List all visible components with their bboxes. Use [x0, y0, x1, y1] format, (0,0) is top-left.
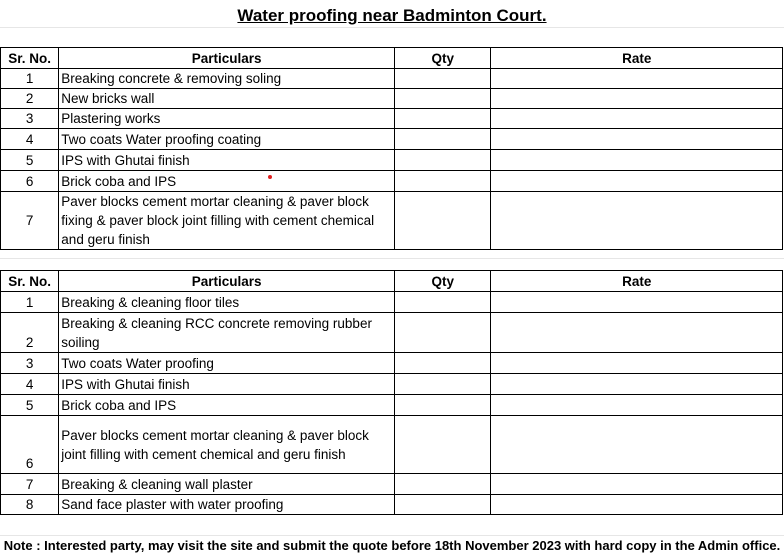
- rate-cell[interactable]: [491, 395, 783, 416]
- table-row: [1, 129, 783, 150]
- red-dot-marker: [268, 175, 272, 179]
- sr-no-cell: 7: [1, 474, 59, 495]
- rate-cell[interactable]: [491, 495, 783, 515]
- qty-cell[interactable]: [395, 192, 491, 250]
- qty-cell[interactable]: [395, 171, 491, 192]
- qty-cell[interactable]: [395, 109, 491, 129]
- qty-cell[interactable]: [395, 292, 491, 313]
- grid-line: [0, 258, 784, 259]
- table-row: [1, 171, 783, 192]
- sr-no-cell: 5: [1, 395, 59, 416]
- particulars-cell: IPS with Ghutai finish: [59, 150, 395, 171]
- qty-cell[interactable]: [395, 395, 491, 416]
- qty-cell[interactable]: [395, 150, 491, 171]
- qty-cell[interactable]: [395, 69, 491, 89]
- rate-cell[interactable]: [491, 129, 783, 150]
- rate-cell[interactable]: [491, 416, 783, 474]
- sr-no-cell: 8: [1, 495, 59, 515]
- particulars-cell: Two coats Water proofing coating: [59, 129, 395, 150]
- table-header-row: [1, 271, 783, 292]
- qty-cell[interactable]: [395, 374, 491, 395]
- qty-cell[interactable]: [395, 474, 491, 495]
- table-row: [1, 474, 783, 495]
- sr-no-cell: 4: [1, 129, 59, 150]
- table-row: [1, 353, 783, 374]
- sr-no-cell: 2: [1, 89, 59, 109]
- table-row: [1, 109, 783, 129]
- particulars-cell: Brick coba and IPS: [59, 171, 395, 192]
- header-sr-no: Sr. No.: [1, 48, 59, 69]
- sr-no-cell: 5: [1, 150, 59, 171]
- table-header-row: [1, 48, 783, 69]
- table-row: [1, 192, 783, 250]
- table-row: [1, 89, 783, 109]
- qty-cell[interactable]: [395, 353, 491, 374]
- qty-cell[interactable]: [395, 416, 491, 474]
- quote-table-2: [0, 270, 783, 515]
- table-row: [1, 395, 783, 416]
- particulars-cell: Plastering works: [59, 109, 395, 129]
- particulars-cell: New bricks wall: [59, 89, 395, 109]
- particulars-cell: Breaking & cleaning floor tiles: [59, 292, 395, 313]
- table-row: [1, 416, 783, 474]
- sr-no-cell: 4: [1, 374, 59, 395]
- sr-no-cell: 6: [1, 416, 59, 474]
- table-row: [1, 69, 783, 89]
- particulars-cell: Breaking & cleaning RCC concrete removing rubber soiling: [59, 313, 395, 353]
- header-rate: Rate: [491, 48, 783, 69]
- particulars-cell: IPS with Ghutai finish: [59, 374, 395, 395]
- header-qty: Qty: [395, 48, 491, 69]
- sr-no-cell: 3: [1, 353, 59, 374]
- particulars-cell: Paver blocks cement mortar cleaning & paver block fixing & paver block joint filling with cement chemical and geru finish: [59, 192, 395, 250]
- header-sr-no: Sr. No.: [1, 271, 59, 292]
- particulars-cell: Brick coba and IPS: [59, 395, 395, 416]
- sr-no-cell: 1: [1, 292, 59, 313]
- sr-no-cell: 7: [1, 192, 59, 250]
- rate-cell[interactable]: [491, 69, 783, 89]
- qty-cell[interactable]: [395, 313, 491, 353]
- rate-cell[interactable]: [491, 192, 783, 250]
- rate-cell[interactable]: [491, 474, 783, 495]
- rate-cell[interactable]: [491, 313, 783, 353]
- rate-cell[interactable]: [491, 150, 783, 171]
- table-row: [1, 495, 783, 515]
- header-qty: Qty: [395, 271, 491, 292]
- header-particulars: Particulars: [59, 48, 395, 69]
- rate-cell[interactable]: [491, 353, 783, 374]
- sr-no-cell: 3: [1, 109, 59, 129]
- particulars-cell: Paver blocks cement mortar cleaning & paver block joint filling with cement chemical and geru finish: [59, 416, 395, 474]
- rate-cell[interactable]: [491, 292, 783, 313]
- table-row: [1, 292, 783, 313]
- table-row: [1, 374, 783, 395]
- qty-cell[interactable]: [395, 89, 491, 109]
- header-particulars: Particulars: [59, 271, 395, 292]
- sr-no-cell: 1: [1, 69, 59, 89]
- sr-no-cell: 2: [1, 313, 59, 353]
- header-rate: Rate: [491, 271, 783, 292]
- rate-cell[interactable]: [491, 109, 783, 129]
- sr-no-cell: 6: [1, 171, 59, 192]
- table-row: [1, 313, 783, 353]
- table-row: [1, 150, 783, 171]
- particulars-cell: Two coats Water proofing: [59, 353, 395, 374]
- rate-cell[interactable]: [491, 171, 783, 192]
- qty-cell[interactable]: [395, 129, 491, 150]
- page-title: Water proofing near Badminton Court.: [237, 6, 547, 25]
- footer-note: Note : Interested party, may visit the site and submit the quote before 18th November 2023 with hard copy in the Admin office.: [3, 538, 781, 553]
- quote-table-1: [0, 47, 783, 250]
- particulars-cell: Breaking & cleaning wall plaster: [59, 474, 395, 495]
- rate-cell[interactable]: [491, 89, 783, 109]
- rate-cell[interactable]: [491, 374, 783, 395]
- particulars-cell: Breaking concrete & removing soling: [59, 69, 395, 89]
- qty-cell[interactable]: [395, 495, 491, 515]
- particulars-cell: Sand face plaster with water proofing: [59, 495, 395, 515]
